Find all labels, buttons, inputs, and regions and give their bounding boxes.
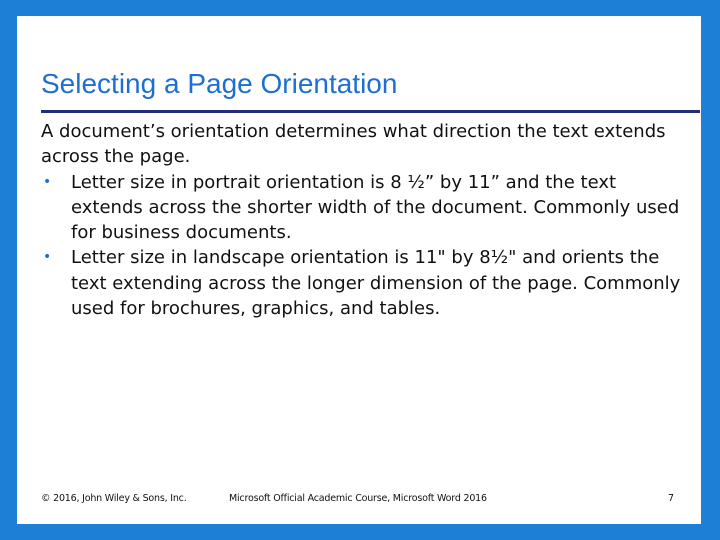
- slide-body: [41, 119, 691, 321]
- bullet-dot-icon: •: [43, 249, 52, 266]
- footer-course: Microsoft Official Academic Course, Microsoft Word 2016: [229, 493, 487, 504]
- bullet-dot-icon: •: [43, 173, 52, 190]
- intro-paragraph: A document’s orientation determines what direction the text extends across the page.: [41, 121, 666, 168]
- bullet-item-portrait: [41, 170, 691, 246]
- bullet-list: [41, 170, 691, 322]
- slide-title: Selecting a Page Orientation: [41, 68, 398, 99]
- bullet-text-portrait: Letter size in portrait orientation is 8 ½” by 11” and the text extends across the shorter width of the document. Commonly used for business documents.: [71, 171, 680, 244]
- bullet-text-landscape: Letter size in landscape orientation is 11" by 8½" and orients the text extending across the longer dimension of the page. Commonly used for brochures, graphics, and tables.: [71, 247, 681, 320]
- slide-canvas: [17, 16, 701, 524]
- footer-page-number: 7: [668, 493, 674, 504]
- footer-copyright: © 2016, John Wiley & Sons, Inc.: [41, 493, 187, 504]
- bullet-item-landscape: [41, 245, 691, 321]
- title-underline: [41, 110, 700, 113]
